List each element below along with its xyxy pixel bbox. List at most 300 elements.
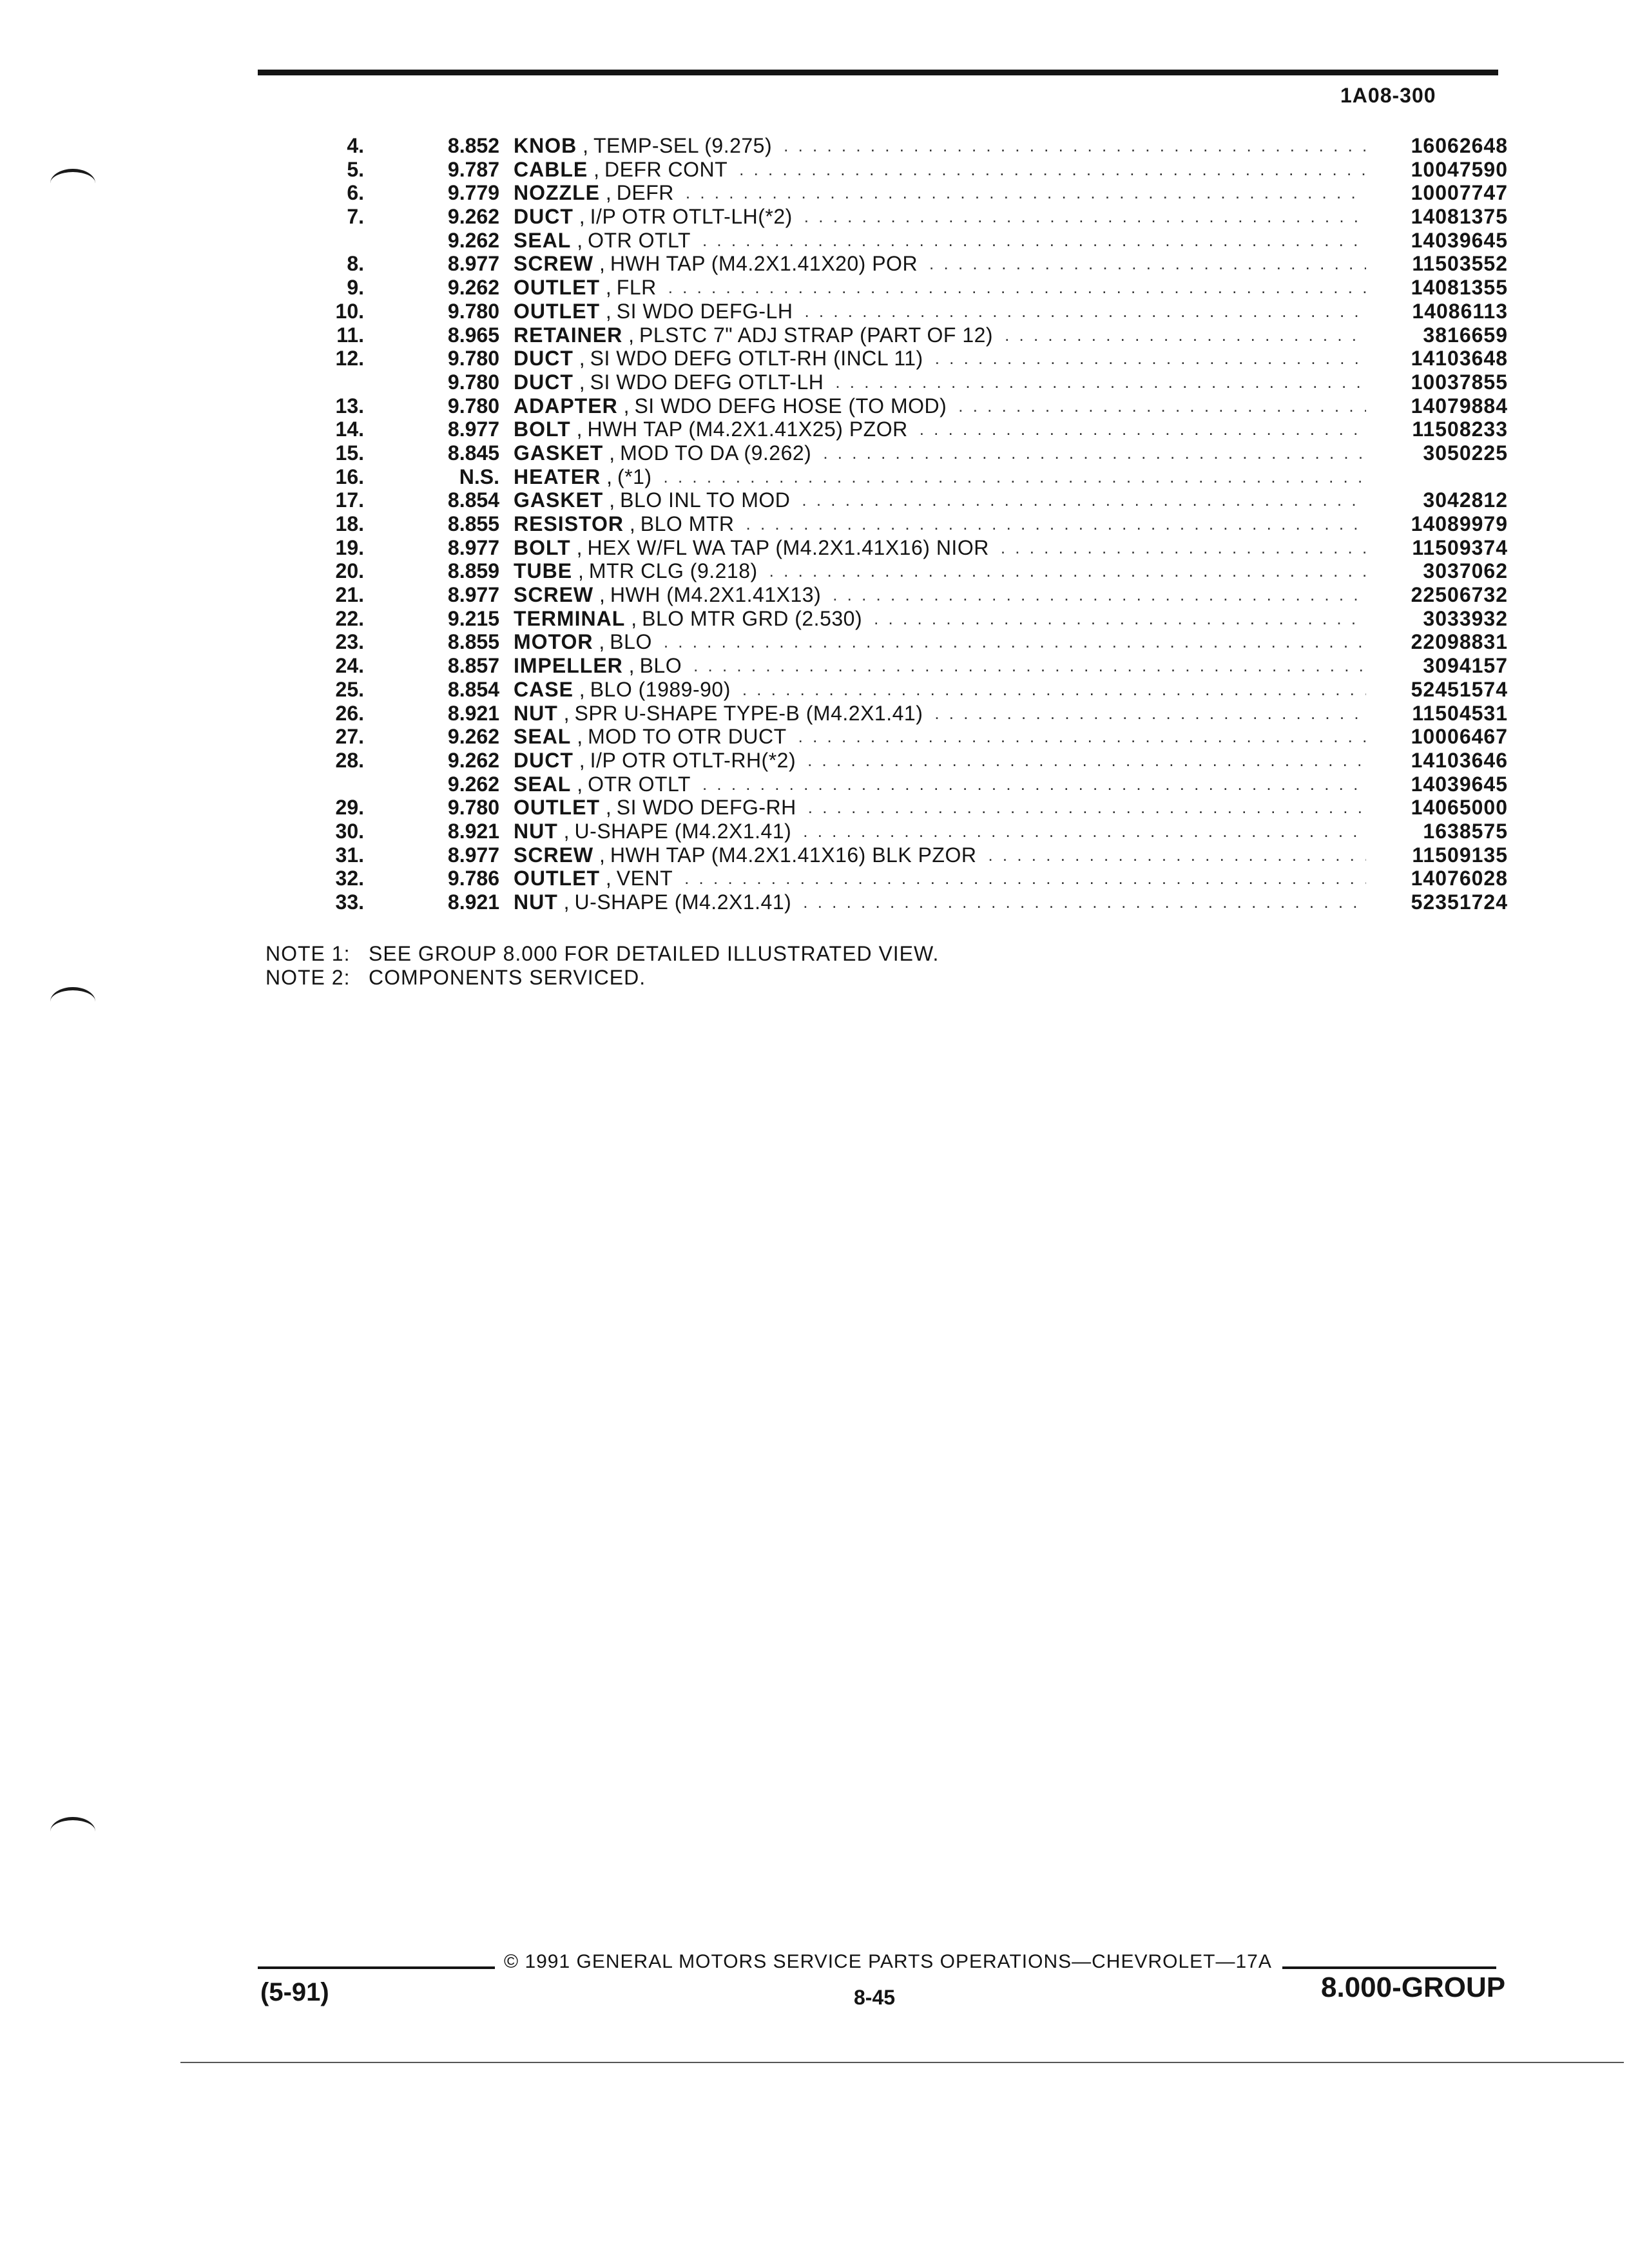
ref-number: 12. xyxy=(335,347,364,370)
parts-row xyxy=(271,559,1508,583)
group-number: 8.852 xyxy=(447,134,499,157)
ref-number: 15. xyxy=(335,441,364,465)
part-name: BOLT xyxy=(514,535,571,559)
part-number: 11503552 xyxy=(1412,252,1508,276)
group-number: 8.977 xyxy=(447,583,499,607)
group-number: 8.857 xyxy=(447,654,499,678)
note-line xyxy=(265,966,939,990)
group-number: 8.845 xyxy=(447,441,499,465)
group-number: 9.787 xyxy=(447,157,499,181)
part-description xyxy=(514,347,1379,370)
part-number: 3033932 xyxy=(1423,606,1508,630)
dot-leader xyxy=(929,252,1366,276)
group-number: 8.977 xyxy=(447,843,499,867)
dot-leader xyxy=(798,725,1366,749)
group-number: 9.262 xyxy=(447,276,499,300)
part-number: 14065000 xyxy=(1411,796,1508,820)
part-detail: MTR CLG (9.218) xyxy=(588,559,758,583)
ref-number: 16. xyxy=(335,465,364,488)
part-number: 11509135 xyxy=(1412,843,1508,867)
ref-number: 32. xyxy=(335,867,364,890)
part-number: 22098831 xyxy=(1411,630,1508,654)
part-detail: BLO xyxy=(610,630,652,654)
part-detail: BLO MTR xyxy=(640,512,735,535)
part-description xyxy=(514,536,1379,560)
part-detail: (*1) xyxy=(617,465,652,488)
footer-rule-right xyxy=(1282,1966,1496,1969)
part-description xyxy=(514,300,1379,323)
part-detail: OTR OTLT xyxy=(588,772,691,796)
part-name: KNOB xyxy=(514,134,577,157)
dot-leader xyxy=(958,394,1366,418)
description-separator: , xyxy=(599,867,612,890)
part-description xyxy=(514,773,1379,796)
part-description xyxy=(514,867,1379,890)
part-description xyxy=(514,512,1379,536)
dot-leader xyxy=(804,205,1366,229)
part-number: 14081375 xyxy=(1411,205,1508,229)
part-detail: DEFR xyxy=(616,181,674,205)
group-number: 8.854 xyxy=(447,488,499,512)
group-number: 9.786 xyxy=(447,867,499,890)
group-number: 9.262 xyxy=(447,772,499,796)
dot-leader xyxy=(920,418,1366,441)
part-name: IMPELLER xyxy=(514,654,623,678)
description-separator: , xyxy=(603,488,615,512)
parts-row xyxy=(271,820,1508,843)
parts-row xyxy=(271,276,1508,300)
description-separator: , xyxy=(617,394,630,418)
description-separator: , xyxy=(573,370,585,394)
part-detail: U-SHAPE (M4.2X1.41) xyxy=(574,819,792,843)
part-number: 3050225 xyxy=(1423,441,1508,465)
description-separator: , xyxy=(599,276,612,300)
dot-leader xyxy=(742,678,1366,702)
part-name: MOTOR xyxy=(514,630,593,654)
part-detail: SI WDO DEFG-LH xyxy=(616,299,793,323)
parts-row xyxy=(271,773,1508,796)
ref-number: 23. xyxy=(335,630,364,654)
part-number: 1638575 xyxy=(1423,819,1508,843)
parts-row xyxy=(271,749,1508,773)
part-description xyxy=(514,890,1379,914)
parts-row xyxy=(271,441,1508,465)
description-separator: , xyxy=(570,418,583,441)
part-detail: SI WDO DEFG-RH xyxy=(616,796,796,820)
part-detail: SI WDO DEFG OTLT-RH (INCL 11) xyxy=(590,347,923,370)
group-number: 8.921 xyxy=(447,890,499,914)
part-number: 14086113 xyxy=(1412,299,1508,323)
parts-row xyxy=(271,418,1508,441)
part-description xyxy=(514,607,1379,631)
part-description xyxy=(514,181,1379,205)
part-description xyxy=(514,158,1379,182)
part-number: 3094157 xyxy=(1423,654,1508,678)
group-number: 9.262 xyxy=(447,748,499,772)
part-number: 14089979 xyxy=(1411,512,1508,535)
group-number: 9.780 xyxy=(447,299,499,323)
part-description xyxy=(514,205,1379,229)
group-number: 9.780 xyxy=(447,394,499,418)
group-number: 8.855 xyxy=(447,630,499,654)
ref-number: 8. xyxy=(347,252,364,276)
ref-number: 24. xyxy=(335,654,364,678)
part-description xyxy=(514,843,1379,867)
bottom-rule xyxy=(180,2062,1624,2063)
dot-leader xyxy=(664,630,1366,654)
description-separator: , xyxy=(601,465,612,488)
parts-row xyxy=(271,678,1508,702)
part-description xyxy=(514,370,1379,394)
description-separator: , xyxy=(599,796,612,820)
part-number: 14081355 xyxy=(1411,276,1508,300)
ref-number: 10. xyxy=(335,299,364,323)
part-name: GASKET xyxy=(514,488,604,512)
dot-leader xyxy=(693,654,1366,678)
part-name: TERMINAL xyxy=(514,606,626,630)
dot-leader xyxy=(668,276,1366,300)
ref-number: 14. xyxy=(335,418,364,441)
part-number: 11509374 xyxy=(1412,535,1508,559)
description-separator: , xyxy=(624,512,635,535)
description-separator: , xyxy=(573,205,585,229)
part-number: 16062648 xyxy=(1411,134,1508,157)
part-detail: MOD TO OTR DUCT xyxy=(588,725,787,749)
part-description xyxy=(514,465,1379,489)
dot-leader xyxy=(803,820,1366,843)
group-number: 8.859 xyxy=(447,559,499,583)
part-description xyxy=(514,134,1379,158)
part-description xyxy=(514,630,1379,654)
description-separator: , xyxy=(573,748,585,772)
ref-number: 29. xyxy=(335,796,364,820)
ref-number: 22. xyxy=(335,606,364,630)
page-code: 1A08-300 xyxy=(1340,84,1436,107)
part-detail: DEFR CONT xyxy=(604,157,728,181)
part-name: DUCT xyxy=(514,748,574,772)
group-number: 8.977 xyxy=(447,252,499,276)
part-name: OUTLET xyxy=(514,796,600,820)
part-name: OUTLET xyxy=(514,867,600,890)
part-name: RETAINER xyxy=(514,323,623,347)
group-number: 8.921 xyxy=(447,701,499,725)
dot-leader xyxy=(702,773,1366,796)
parts-row xyxy=(271,205,1508,229)
group-number: 9.215 xyxy=(447,606,499,630)
dot-leader xyxy=(664,465,1366,489)
footer-rule-left xyxy=(258,1966,495,1969)
parts-row xyxy=(271,512,1508,536)
parts-row xyxy=(271,158,1508,182)
part-number: 11508233 xyxy=(1412,418,1508,441)
description-separator: , xyxy=(622,323,634,347)
group-number: 9.780 xyxy=(447,796,499,820)
description-separator: , xyxy=(570,535,583,559)
part-detail: I/P OTR OTLT-LH(*2) xyxy=(590,205,793,229)
part-name: SEAL xyxy=(514,228,572,252)
part-description xyxy=(514,749,1379,773)
note-label: NOTE 1: xyxy=(265,942,351,965)
group-number: N.S. xyxy=(459,465,499,488)
part-detail: BLO xyxy=(639,654,682,678)
part-number: 10007747 xyxy=(1411,181,1508,205)
part-description xyxy=(514,725,1379,749)
parts-row xyxy=(271,488,1508,512)
parts-row xyxy=(271,890,1508,914)
ref-number: 11. xyxy=(336,323,364,347)
group-number: 9.262 xyxy=(447,205,499,229)
part-number: 3816659 xyxy=(1423,323,1508,347)
description-separator: , xyxy=(593,843,605,867)
part-name: NOZZLE xyxy=(514,181,600,205)
part-number: 14103648 xyxy=(1411,347,1508,370)
part-detail: BLO MTR GRD (2.530) xyxy=(642,606,863,630)
parts-row xyxy=(271,300,1508,323)
parts-row xyxy=(271,796,1508,820)
group-number: 9.780 xyxy=(447,370,499,394)
part-detail: BLO INL TO MOD xyxy=(620,488,791,512)
part-description xyxy=(514,394,1379,418)
part-description xyxy=(514,418,1379,441)
description-separator: , xyxy=(571,228,583,252)
part-description xyxy=(514,252,1379,276)
description-separator: , xyxy=(593,583,605,607)
part-description xyxy=(514,276,1379,300)
parts-row xyxy=(271,630,1508,654)
part-name: OUTLET xyxy=(514,299,600,323)
part-name: SCREW xyxy=(514,583,594,607)
part-detail: PLSTC 7" ADJ STRAP (PART OF 12) xyxy=(639,323,994,347)
group-number: 8.855 xyxy=(447,512,499,535)
note-line xyxy=(265,942,939,966)
ref-number: 28. xyxy=(335,748,364,772)
part-detail: HEX W/FL WA TAP (M4.2X1.41X16) NIOR xyxy=(587,535,989,559)
dot-leader xyxy=(1001,536,1366,560)
part-detail: HWH TAP (M4.2X1.41X20) POR xyxy=(610,252,918,276)
description-separator: , xyxy=(588,157,599,181)
part-name: SEAL xyxy=(514,772,572,796)
description-separator: , xyxy=(599,299,612,323)
parts-row xyxy=(271,347,1508,370)
part-detail: BLO (1989-90) xyxy=(590,677,731,701)
part-number: 14079884 xyxy=(1411,394,1508,418)
part-name: DUCT xyxy=(514,347,574,370)
part-number: 14039645 xyxy=(1411,228,1508,252)
part-name: BOLT xyxy=(514,418,571,441)
part-detail: TEMP-SEL (9.275) xyxy=(593,134,773,157)
copyright-notice: © 1991 GENERAL MOTORS SERVICE PARTS OPERATIONS—CHEVROLET—17A xyxy=(504,1951,1272,1972)
dot-leader xyxy=(803,890,1366,914)
part-name: OUTLET xyxy=(514,276,600,300)
part-detail: HWH TAP (M4.2X1.41X25) PZOR xyxy=(587,418,908,441)
binder-hole-mark xyxy=(50,987,95,1004)
dot-leader xyxy=(833,583,1366,607)
group-number: 9.262 xyxy=(447,725,499,749)
dot-leader xyxy=(784,134,1366,158)
part-number: 3037062 xyxy=(1423,559,1508,583)
parts-row xyxy=(271,725,1508,749)
group-code: 8.000-GROUP xyxy=(1321,1972,1506,2003)
part-detail: I/P OTR OTLT-RH(*2) xyxy=(590,748,796,772)
parts-row xyxy=(271,134,1508,158)
part-name: TUBE xyxy=(514,559,573,583)
ref-number: 30. xyxy=(335,819,364,843)
ref-number: 9. xyxy=(347,276,364,300)
part-name: RESISTOR xyxy=(514,512,624,535)
parts-list xyxy=(271,134,1508,914)
binder-hole-mark xyxy=(50,1817,95,1834)
part-name: NUT xyxy=(514,701,558,725)
dot-leader xyxy=(804,300,1366,323)
group-number: 8.965 xyxy=(447,323,499,347)
part-number: 11504531 xyxy=(1412,701,1508,725)
dot-leader xyxy=(823,441,1366,465)
group-number: 9.780 xyxy=(447,347,499,370)
dot-leader xyxy=(702,229,1366,253)
ref-number: 4. xyxy=(347,134,364,157)
part-description xyxy=(514,441,1379,465)
parts-row xyxy=(271,583,1508,607)
parts-row xyxy=(271,607,1508,631)
parts-row xyxy=(271,252,1508,276)
group-number: 8.977 xyxy=(447,535,499,559)
part-name: CASE xyxy=(514,677,574,701)
description-separator: , xyxy=(577,134,588,157)
part-detail: HWH TAP (M4.2X1.41X16) BLK PZOR xyxy=(610,843,977,867)
note-label: NOTE 2: xyxy=(265,966,351,989)
part-description xyxy=(514,488,1379,512)
dot-leader xyxy=(874,607,1366,631)
parts-row xyxy=(271,536,1508,560)
part-detail: HWH (M4.2X1.41X13) xyxy=(610,583,822,607)
part-detail: OTR OTLT xyxy=(588,228,691,252)
part-number: 52351724 xyxy=(1411,890,1508,914)
description-separator: , xyxy=(572,559,584,583)
parts-row xyxy=(271,181,1508,205)
part-number: 14076028 xyxy=(1411,867,1508,890)
description-separator: , xyxy=(622,654,635,678)
notes-section xyxy=(265,942,939,990)
part-description xyxy=(514,559,1379,583)
description-separator: , xyxy=(571,772,583,796)
group-number: 8.921 xyxy=(447,819,499,843)
parts-row xyxy=(271,867,1508,890)
description-separator: , xyxy=(573,677,585,701)
ref-number: 26. xyxy=(335,701,364,725)
ref-number: 31. xyxy=(335,843,364,867)
part-number: 14039645 xyxy=(1411,772,1508,796)
part-description xyxy=(514,323,1379,347)
parts-row xyxy=(271,394,1508,418)
parts-row xyxy=(271,465,1508,489)
part-name: GASKET xyxy=(514,441,604,465)
part-description xyxy=(514,820,1379,843)
dot-leader xyxy=(935,347,1366,370)
part-description xyxy=(514,678,1379,702)
description-separator: , xyxy=(599,181,612,205)
ref-number: 13. xyxy=(335,394,364,418)
dot-leader xyxy=(934,702,1366,726)
description-separator: , xyxy=(557,890,570,914)
part-detail: MOD TO DA (9.262) xyxy=(620,441,812,465)
description-separator: , xyxy=(593,252,605,276)
part-detail: SI WDO DEFG HOSE (TO MOD) xyxy=(634,394,947,418)
ref-number: 33. xyxy=(335,890,364,914)
ref-number: 21. xyxy=(335,583,364,607)
group-number: 8.977 xyxy=(447,418,499,441)
note-text: COMPONENTS SERVICED. xyxy=(369,966,646,989)
dot-leader xyxy=(684,867,1366,890)
part-detail: U-SHAPE (M4.2X1.41) xyxy=(574,890,792,914)
parts-row xyxy=(271,229,1508,253)
ref-number: 5. xyxy=(347,157,364,181)
description-separator: , xyxy=(625,606,637,630)
group-number: 9.779 xyxy=(447,181,499,205)
dot-leader xyxy=(1005,323,1366,347)
description-separator: , xyxy=(573,347,585,370)
part-description xyxy=(514,229,1379,253)
group-number: 9.262 xyxy=(447,228,499,252)
ref-number: 17. xyxy=(335,488,364,512)
part-description xyxy=(514,654,1379,678)
part-number: 3042812 xyxy=(1423,488,1508,512)
description-separator: , xyxy=(593,630,605,654)
parts-row xyxy=(271,654,1508,678)
part-name: CABLE xyxy=(514,157,588,181)
part-detail: VENT xyxy=(616,867,673,890)
ref-number: 20. xyxy=(335,559,364,583)
dot-leader xyxy=(802,488,1366,512)
dot-leader xyxy=(746,512,1366,536)
dot-leader xyxy=(808,796,1366,820)
part-description xyxy=(514,796,1379,820)
part-name: ADAPTER xyxy=(514,394,618,418)
dot-leader xyxy=(686,181,1366,205)
parts-row xyxy=(271,843,1508,867)
revision-date: (5-91) xyxy=(260,1978,329,2006)
dot-leader xyxy=(835,370,1366,394)
ref-number: 25. xyxy=(335,677,364,701)
part-name: DUCT xyxy=(514,370,574,394)
dot-leader xyxy=(988,843,1366,867)
part-name: DUCT xyxy=(514,205,574,229)
group-number: 8.854 xyxy=(447,677,499,701)
description-separator: , xyxy=(557,701,570,725)
ref-number: 6. xyxy=(347,181,364,205)
description-separator: , xyxy=(557,819,570,843)
parts-row xyxy=(271,370,1508,394)
note-text: SEE GROUP 8.000 FOR DETAILED ILLUSTRATED VIEW. xyxy=(369,942,940,965)
page-number: 8-45 xyxy=(854,1986,896,2009)
part-number: 10047590 xyxy=(1411,157,1508,181)
part-name: HEATER xyxy=(514,465,601,488)
part-detail: SI WDO DEFG OTLT-LH xyxy=(590,370,824,394)
dot-leader xyxy=(769,559,1366,583)
ref-number: 27. xyxy=(335,725,364,749)
header-rule xyxy=(258,70,1498,75)
part-detail: SPR U-SHAPE TYPE-B (M4.2X1.41) xyxy=(574,701,923,725)
ref-number: 18. xyxy=(335,512,364,535)
part-name: NUT xyxy=(514,819,558,843)
description-separator: , xyxy=(571,725,583,749)
part-number: 10037855 xyxy=(1411,370,1508,394)
dot-leader xyxy=(807,749,1366,773)
part-name: SEAL xyxy=(514,725,572,749)
part-description xyxy=(514,583,1379,607)
part-detail: FLR xyxy=(616,276,657,300)
parts-row xyxy=(271,702,1508,726)
part-name: NUT xyxy=(514,890,558,914)
